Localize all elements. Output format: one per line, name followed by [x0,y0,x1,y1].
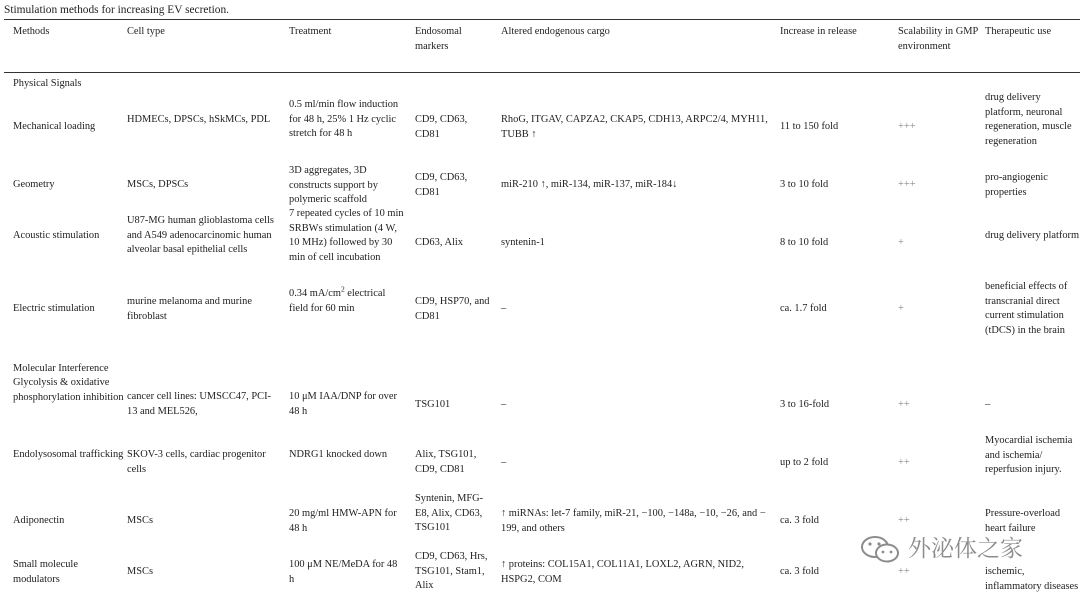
row-mechanical-increase: 11 to 150 fold [780,121,839,132]
row-acoustic-increase: 8 to 10 fold [780,237,829,248]
row-adiponectin-cell-type: MSCs [127,515,153,526]
row-adiponectin-increase: ca. 3 fold [780,515,819,526]
section-molecular-interference: Molecular Interference [13,363,109,374]
header-increase-in-release: Increase in release [780,26,857,37]
row-geometry-method: Geometry [13,179,55,190]
row-electric-therapeutic: beneficial effects of transcranial direct current stimulation (tDCS) in the brain [985,281,1068,336]
row-endolysosomal-increase: up to 2 fold [780,457,829,468]
row-small-molecule-increase: ca. 3 fold [780,566,819,577]
row-electric-cargo: – [501,303,507,314]
row-glycolysis-therapeutic: – [985,399,991,410]
row-small-molecule-cargo: ↑ proteins: COL15A1, COL11A1, LOXL2, AGRN, NID2, HSPG2, COM [501,559,744,585]
row-small-molecule-cell-type: MSCs [127,566,153,577]
row-glycolysis-treatment: 10 μM IAA/DNP for over 48 h [289,391,397,417]
row-endolysosomal-cargo: – [501,457,507,468]
row-endolysosomal-treatment: NDRG1 knocked down [289,449,388,460]
row-adiponectin-therapeutic: Pressure-overload heart failure [985,508,1061,534]
wechat-icon [858,534,902,564]
header-methods: Methods [13,26,50,37]
row-endolysosomal-therapeutic: Myocardial ischemia and ischemia/ reperfusion injury. [985,435,1073,475]
row-mechanical-treatment: 0.5 ml/min flow induction for 48 h, 25% 1 Hz cyclic stretch for 48 h [289,99,399,139]
row-geometry-cell-type: MSCs, DPSCs [127,179,189,190]
watermark [858,532,1023,566]
section-physical-signals: Physical Signals [13,78,82,89]
header-endosomal-markers: Endosomal markers [415,26,462,52]
row-mechanical-cell-type: HDMECs, DPSCs, hSkMCs, PDL [127,114,271,125]
header-altered-cargo: Altered endogenous cargo [501,26,610,37]
row-geometry-cargo: miR-210 ↑, miR-134, miR-137, miR-184↓ [501,179,678,190]
row-acoustic-therapeutic: drug delivery platform [985,230,1080,241]
row-acoustic-method: Acoustic stimulation [13,230,100,241]
row-endolysosomal-scalability: ++ [898,457,910,468]
header-treatment: Treatment [289,26,332,37]
row-adiponectin-treatment: 20 mg/ml HMW-APN for 48 h [289,508,397,534]
row-geometry-therapeutic: pro-angiogenic properties [985,172,1048,198]
row-electric-scalability: + [898,303,904,314]
row-small-molecule-therapeutic: ischemic, inflammatory diseases [985,566,1079,592]
table-top-rule [4,19,1080,20]
row-electric-method: Electric stimulation [13,303,95,314]
row-adiponectin-cargo: ↑ miRNAs: let-7 family, miR-21, −100, −148a, −10, −26, and − 199, and others [501,508,766,534]
row-endolysosomal-markers: Alix, TSG101, CD9, CD81 [415,449,477,475]
row-glycolysis-increase: 3 to 16-fold [780,399,830,410]
row-geometry-markers: CD9, CD63, CD81 [415,172,468,198]
row-acoustic-treatment: 7 repeated cycles of 10 min SRBWs stimulation (4 W, 10 MHz) followed by 30 min of cell incubation [289,208,404,263]
row-electric-treatment: 0.34 $mA/cm^2$ electrical field for 60 min [289,284,386,314]
row-endolysosomal-cell-type: SKOV-3 cells, cardiac progenitor cells [127,449,266,475]
row-electric-cell-type: murine melanoma and murine fibroblast [127,296,252,322]
row-geometry-scalability: +++ [898,179,916,190]
row-electric-increase: ca. 1.7 fold [780,303,827,314]
row-glycolysis-scalability: ++ [898,399,910,410]
row-adiponectin-markers: Syntenin, MFG-E8, Alix, CD63, TSG101 [415,493,484,533]
row-small-molecule-markers: CD9, CD63, Hrs, TSG101, Stam1, Alix [415,551,488,591]
header-scalability: Scalability in GMP environment [898,26,978,52]
row-acoustic-markers: CD63, Alix [415,237,463,248]
row-acoustic-cell-type: U87-MG human glioblastoma cells and A549 adenocarcinomic human alveolar basal epithelial cells [127,215,274,255]
row-small-molecule-scalability: ++ [898,566,910,577]
row-mechanical-markers: CD9, CD63, CD81 [415,114,468,140]
row-glycolysis-markers: TSG101 [415,399,451,410]
row-geometry-increase: 3 to 10 fold [780,179,829,190]
header-cell-type: Cell type [127,26,165,37]
row-glycolysis-method: Glycolysis & oxidative phosphorylation inhibition [13,377,124,403]
watermark-text: 外泌体之家 [908,535,1023,562]
row-acoustic-cargo: syntenin-1 [501,237,545,248]
header-therapeutic-use: Therapeutic use [985,26,1052,37]
table-caption: Stimulation methods for increasing EV secretion. [4,4,230,16]
row-small-molecule-method: Small molecule modulators [13,559,78,585]
row-mechanical-cargo: RhoG, ITGAV, CAPZA2, CKAP5, CDH13, ARPC2/4, MYH11, TUBB ↑ [501,114,768,140]
row-electric-markers: CD9, HSP70, and CD81 [415,296,490,322]
row-mechanical-therapeutic: drug delivery platform, neuronal regeneration, muscle regeneration [985,92,1072,147]
row-endolysosomal-method: Endolysosomal trafficking [13,449,124,460]
table-header-rule [4,72,1080,73]
row-mechanical-scalability: +++ [898,121,916,132]
row-small-molecule-treatment: 100 μM NE/MeDA for 48 h [289,559,398,585]
row-geometry-treatment: 3D aggregates, 3D constructs support by polymeric scaffold [289,165,378,205]
row-adiponectin-scalability: ++ [898,515,910,526]
row-mechanical-method: Mechanical loading [13,121,96,132]
row-glycolysis-cell-type: cancer cell lines: UMSCC47, PCI-13 and MEL526, [127,391,272,417]
row-adiponectin-method: Adiponectin [13,515,65,526]
row-acoustic-scalability: + [898,237,904,248]
row-glycolysis-cargo: – [501,399,507,410]
